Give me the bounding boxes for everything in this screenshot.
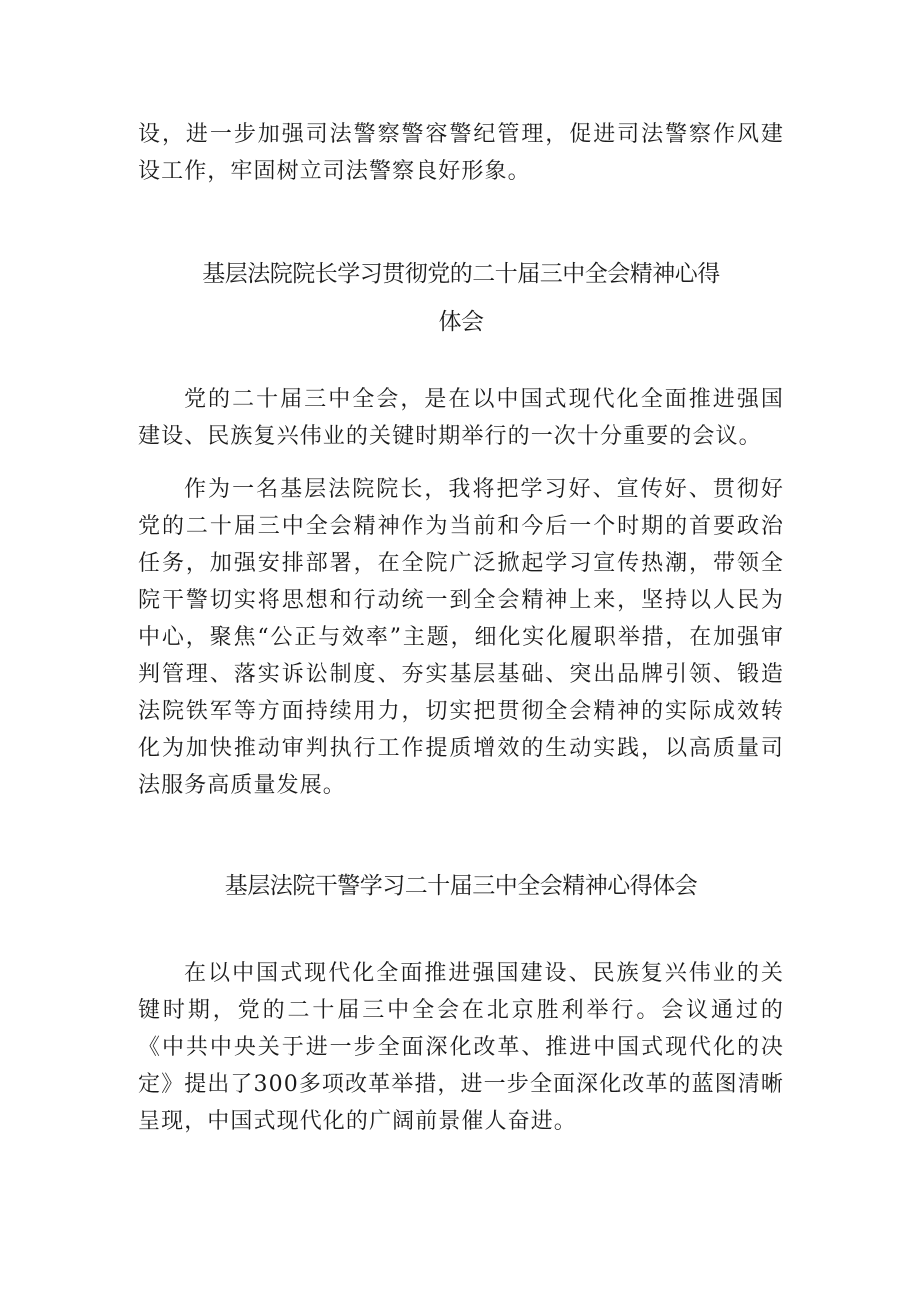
section1-title-line1: 基层法院院长学习贯彻党的二十届三中全会精神心得 bbox=[202, 261, 720, 287]
section1-paragraph-2: 作为一名基层法院院长，我将把学习好、宣传好、贯彻好党的二十届三中全会精神作为当前和今后一个时期的首要政治任务，加强安排部署，在全院广泛掀起学习宣传热潮，带领全院干警切实将思想和行动统一到全会精神上来，坚持以人民为中心，聚焦“公正与效率”主题，细化实化履职举措，在加强审判管理、落实诉讼制度、夯实基层基础、突出品牌引领、锻造法院铁军等方面持续用力，切实把贯彻全会精神的实际成效转化为加快推动审判执行工作提质增效的生动实践，以高质量司法服务高质量发展。 bbox=[138, 477, 784, 798]
section1-title-line2: 体会 bbox=[438, 309, 484, 335]
section2-title-line: 基层法院干警学习二十届三中全会精神心得体会 bbox=[224, 873, 698, 899]
section2-paragraph-1: 在以中国式现代化全面推进强国建设、民族复兴伟业的关键时期，党的二十届三中全会在北京胜利举行。会议通过的《中共中央关于进一步全面深化改革、推进中国式现代化的决定》提出了300多项改革举措，进一步全面深化改革的蓝图清晰呈现，中国式现代化的广阔前景催人奋进。 bbox=[138, 961, 784, 1134]
section1-paragraph-1: 党的二十届三中全会，是在以中国式现代化全面推进强国建设、民族复兴伟业的关键时期举行的一次十分重要的会议。 bbox=[138, 387, 784, 449]
continuation-paragraph: 设，进一步加强司法警察警容警纪管理，促进司法警察作风建设工作，牢固树立司法警察良好形象。 bbox=[138, 122, 784, 184]
section2-title bbox=[138, 862, 784, 910]
section1-title bbox=[138, 250, 784, 346]
